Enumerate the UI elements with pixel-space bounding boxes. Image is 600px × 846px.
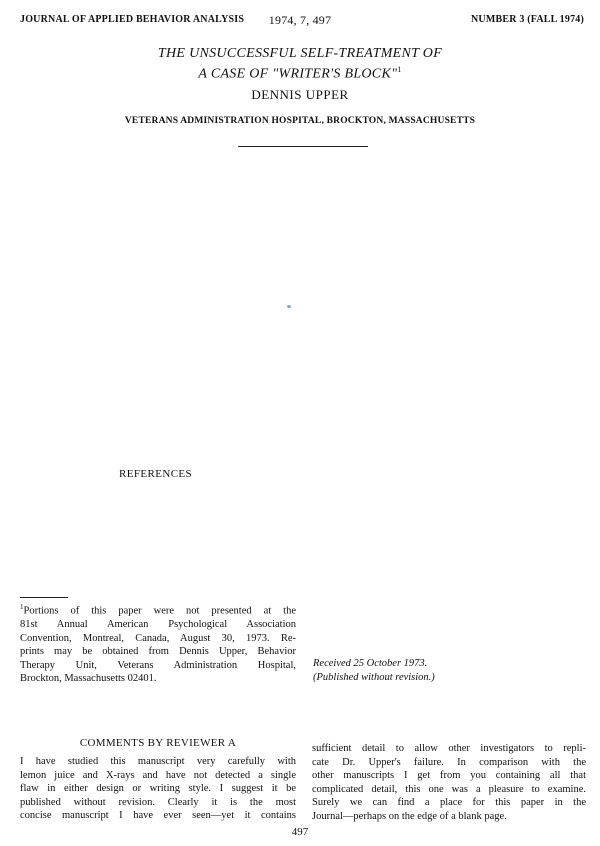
title-footnote-mark: 1 [397, 65, 402, 74]
received-note [313, 657, 435, 684]
reviewer-comment-line: flaw in either design or writing style. I suggest it be [20, 783, 296, 795]
reviewer-comment-line: sufficient detail to allow other investigators to repli- [312, 743, 586, 754]
article-title [0, 46, 600, 83]
reviewer-comment-line: concise manuscript I have ever seen—yet it contains [20, 810, 296, 822]
footnote-line: prints may be obtained from Dennis Upper, Behavior [20, 646, 296, 658]
running-head-issue: NUMBER 3 (FALL 1974) [471, 14, 584, 25]
received-date: Received 25 October 1973. [313, 658, 428, 669]
footnote [20, 601, 296, 686]
running-head-citation: 1974, 7, 497 [268, 13, 332, 27]
reviewer-comment-line: lemon juice and X-rays and have not detected a single [20, 769, 296, 781]
author-name: DENNIS UPPER [251, 87, 349, 102]
reviewer-comment-line: cate Dr. Upper's failure. In comparison with the [312, 756, 586, 768]
running-head-journal: JOURNAL OF APPLIED BEHAVIOR ANALYSIS [20, 14, 245, 25]
page-number: 497 [291, 826, 309, 838]
footnote-line: 81st Annual American Psychological Association [20, 619, 296, 631]
footnote-mark: 1 [20, 603, 24, 611]
reviewer-comment-line: published without revision. Clearly it is the most [20, 796, 296, 808]
title-divider [238, 146, 368, 147]
article-title-line-2 [0, 62, 600, 83]
publication-note: (Published without revision.) [313, 671, 435, 683]
reviewer-comment-line: Journal—perhaps on the edge of a blank page. [312, 810, 507, 822]
author-affiliation: VETERANS ADMINISTRATION HOSPITAL, BROCKTON, MASSACHUSETTS [124, 116, 476, 126]
reviewer-comment-line: Surely we can find a place for this paper in the [312, 797, 586, 809]
reviewer-comment-line: complicated detail, this one was a pleasure to examine. [312, 783, 586, 795]
scan-speck [287, 305, 291, 308]
article-title-line-2-text: A CASE OF "WRITER'S BLOCK" [198, 66, 398, 82]
reviewer-comments-left-column [20, 755, 296, 823]
reviewer-comment-line: I have studied this manuscript very carefully with [20, 756, 296, 767]
reviewer-comments-right-column [312, 742, 586, 824]
article-title-line-1: THE UNSUCCESSFUL SELF-TREATMENT OF [157, 46, 443, 61]
footnote-line-text: Portions of this paper were not presented at the [23, 605, 296, 617]
footnote-line: Therapy Unit, Veterans Administration Hospital, [20, 659, 296, 671]
footnote-divider [20, 597, 68, 598]
footnote-line: Brockton, Massachusetts 02401. [20, 673, 157, 685]
reviewer-comment-line: other manuscripts I get from you containing all that [312, 770, 586, 782]
reviewer-heading: COMMENTS BY REVIEWER A [79, 737, 237, 749]
footnote-line: Convention, Montreal, Canada, August 30, 1973. Re- [20, 632, 296, 644]
footnote-line [20, 601, 296, 618]
references-heading: REFERENCES [119, 468, 193, 480]
